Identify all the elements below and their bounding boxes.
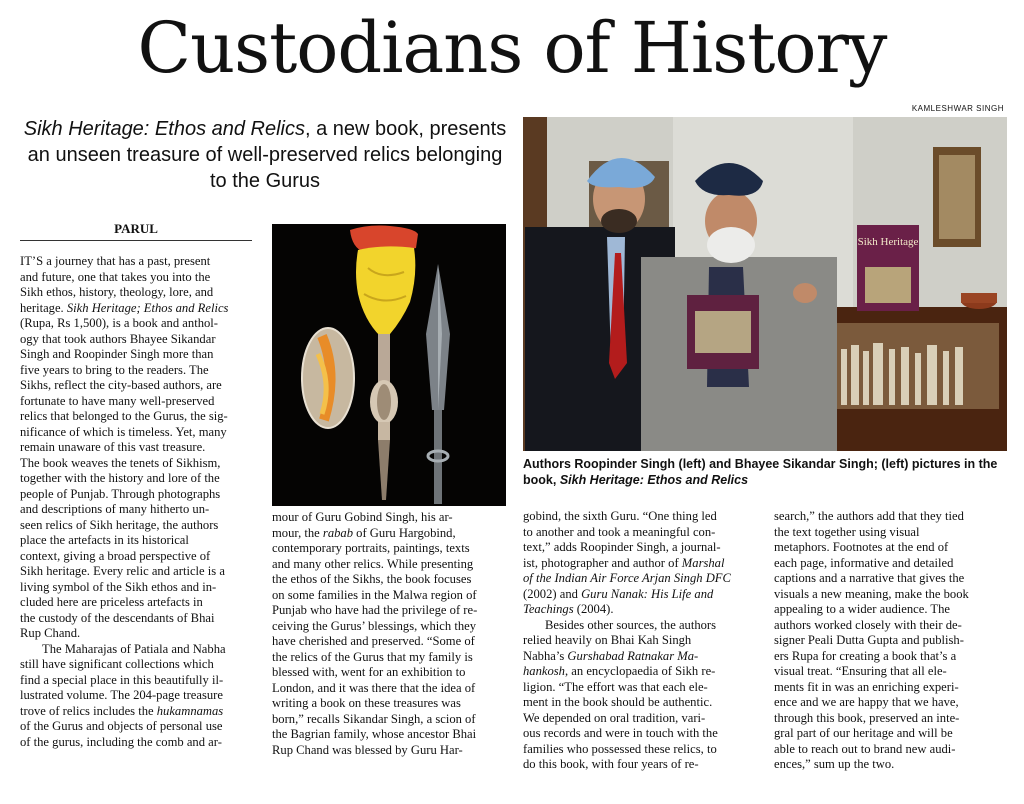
authors-photo: [523, 117, 1007, 451]
authors-illustration: [523, 117, 1007, 451]
article-column-4: search,” the authors add that they tied the text together using visual metaphors. Footnotes at the end of each page, informative and detailed captions and a narrative that gives the visuals a new meaning, make the book appealing to a wider audience. The authors worked closely with their de- signer Peali Dutta Gupta and publish- ers Rupa for creating a book that’s a visual treat. “Ensuring that all ele- ments fit in was an enriching experi- ence and we are happy that we have, through this book, preserved an inte- gral part of our heritage and will be able to reach out to brand new audi- ences,” sum up the two.: [774, 509, 969, 771]
caption-book-title: Sikh Heritage: Ethos and Relics: [559, 473, 749, 487]
subhead: [20, 116, 510, 194]
relics-photo: [272, 224, 506, 506]
byline: PARUL: [20, 221, 252, 241]
relics-illustration: [272, 224, 506, 506]
book-cover-title: Sikh Heritage: [857, 236, 919, 248]
article-column-1: IT’S a journey that has a past, present and future, one that takes you into the Sikh ethos, history, theology, lore, and heritage. Sikh Heritage; Ethos and Relics (Rupa, Rs 1,500), is a book and anthol- ogy that took authors Bhayee Sikandar Singh and Roopinder Singh more than five years to bring to the readers. The Sikhs, reflect the city-based authors, are fortunate to have many well-preserved relics that belonged to the Gurus, the sig- nificance of which is timeless. Yet, many remain unaware of this vast treasure. The book weaves the tenets of Sikhism, together with the history and lore of the people of Punjab. Through photographs and descriptions of many hitherto un- seen relics of Sikh heritage, the authors place the artefacts in its historical context, giving a broad perspective of Sikh heritage. Every relic and article is a living symbol of the Sikh ethos and in- cluded here are priceless artefacts in the custody of the descendants of Bhai Rup Chand. The Maharajas of Patiala and Nabha still have significant collections which find a special place in this beautifully il- lustrated volume. The 204-page treasure trove of relics includes the hukamnamas of the Gurus and objects of personal use of the gurus, including the comb and ar-: [20, 254, 229, 749]
photo-caption: [523, 456, 1007, 488]
subhead-book-title: Sikh Heritage: Ethos and Relics: [23, 118, 305, 140]
article-column-2: mour of Guru Gobind Singh, his ar- mour, the rabab of Guru Hargobind, contemporary portraits, paintings, texts and many other relics. While presenting the ethos of the Sikhs, the book focuses on some families in the Malwa region of Punjab who have had the privilege of re- ceiving the Gurus’ blessings, which they have cherished and preserved. “Some of the relics of the Gurus that my family is blessed with, went for an exhibition to London, and it was there that the idea of writing a book on these treasures was born,” recalls Sikandar Singh, a scion of the Bagrian family, whose ancestor Bhai Rup Chand was blessed by Guru Har-: [272, 510, 478, 757]
caption-text: Authors Roopinder Singh (left) and Bhayee Sikandar Singh; (left) pictures in the book,: [523, 457, 998, 487]
article-column-3: gobind, the sixth Guru. “One thing led to another and took a meaningful con- text,” adds Roopinder Singh, a journal- ist, photographer and author of Marshal of the Indian Air Force Arjan Singh DFC (2002) and Guru Nanak: His Life and Teachings (2004). Besides other sources, the authors relied heavily on Bhai Kah Singh Nabha’s Gurshabad Ratnakar Ma- hankosh, an encyclopaedia of Sikh re- ligion. “The effort was that each ele- ment in the book should be authentic. We depended on oral tradition, vari- ous records and were in touch with the families who possessed these relics, to do this book, with four years of re-: [523, 509, 731, 771]
subhead-text: , a new book, presents an unseen treasure of well-preserved relics belonging to the Gurus: [27, 118, 507, 192]
photo-credit: KAMLESHWAR SINGH: [911, 104, 1004, 113]
headline: Custodians of History: [137, 7, 887, 89]
